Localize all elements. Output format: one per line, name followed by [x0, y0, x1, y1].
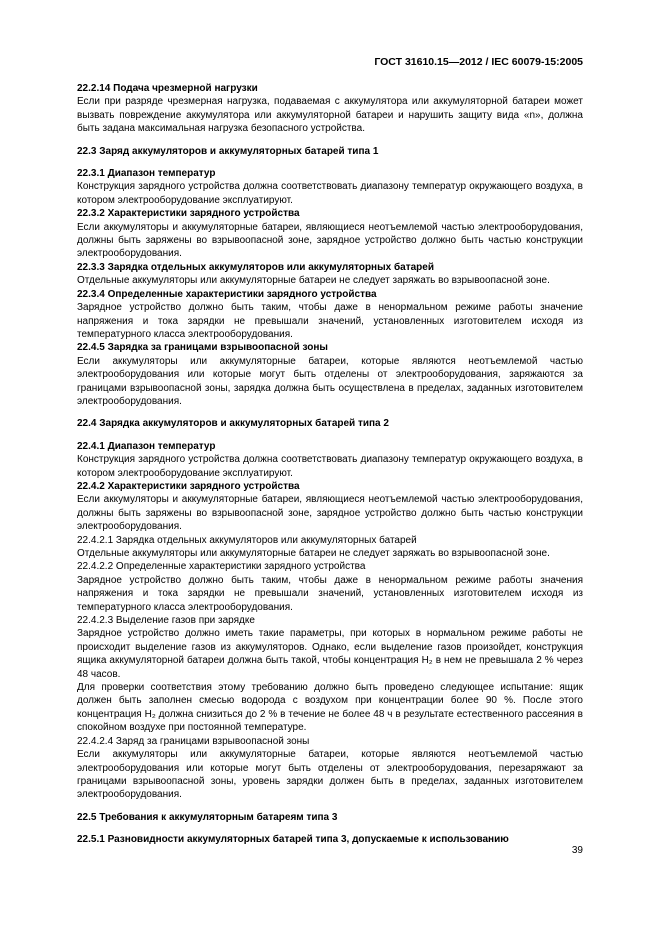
clause-heading: 22.4.5 Зарядка за границами взрывоопасной зоны: [77, 342, 328, 354]
clause-heading: 22.3.1 Диапазон температур: [77, 168, 216, 180]
paragraph: Отдельные аккумуляторы или аккумуляторные батареи не следует заряжать во взрывоопасной зоне.: [77, 548, 550, 559]
clause-heading: 22.3.2 Характеристики зарядного устройства: [77, 208, 300, 220]
paragraph: Конструкция зарядного устройства должна соответствовать диапазону температур окружающего воздуха, в котором электрооборудование эксплуатируют.: [77, 181, 583, 206]
paragraph: Зарядное устройство должно быть таким, чтобы даже в ненормальном режиме работы значение напряжения и тока зарядки не превышали значений, установленных изготовителем исходя из температурного класса электрооборудования.: [77, 302, 583, 340]
subclause-heading: 22.4.2.3 Выделение газов при зарядке: [77, 615, 255, 627]
subclause-heading: 22.4.2.2 Определенные характеристики зарядного устройства: [77, 561, 366, 573]
clause-heading: 22.5.1 Разновидности аккумуляторных батарей типа 3, допускаемые к использованию: [77, 834, 509, 846]
paragraph: Если при разряде чрезмерная нагрузка, подаваемая с аккумулятора или аккумуляторной батареи может вызвать повреждение аккумулятора или аккумуляторной батареи и нарушить защиту вида «n», должна быть задана максимальная нагрузка безопасного устройства.: [77, 96, 583, 135]
subclause-heading: 22.4.2.1 Зарядка отдельных аккумуляторов или аккумуляторных батарей: [77, 534, 417, 546]
section-heading: 22.3 Заряд аккумуляторов и аккумуляторных батарей типа 1: [77, 145, 379, 157]
clause-heading: 22.4.1 Диапазон температур: [77, 440, 216, 452]
subclause-heading: 22.4.2.4 Заряд за границами взрывоопасной зоны: [77, 735, 310, 747]
paragraph: Если аккумуляторы или аккумуляторные батареи, которые являются неотъемлемой частью электрооборудования или которые могут быть отделены от электрооборудования, заряжаются за границами взрывоопасной зоны, зарядка должна быть осуществлена в пределах, заданных изготовителем электрооборудования.: [77, 355, 583, 407]
section-heading: 22.5 Требования к аккумуляторным батареям типа 3: [77, 811, 338, 823]
clause-heading: 22.3.3 Зарядка отдельных аккумуляторов или аккумуляторных батарей: [77, 261, 434, 273]
paragraph: Отдельные аккумуляторы или аккумуляторные батареи не следует заряжать во взрывоопасной зоне.: [77, 275, 550, 287]
paragraph: Если аккумуляторы или аккумуляторные батареи, которые являются неотъемлемой частью электрооборудования или которые могут быть отделены от электрооборудования, перезаряжают за границами взрывоопасной зоны, уровень зарядки должен быть в пределах, заданных изготовителем электрооборудования.: [77, 749, 583, 801]
paragraph: Если аккумуляторы и аккумуляторные батареи, являющиеся неотъемлемой частью электрооборудования, должны быть заряжены во взрывоопасной зоне, зарядное устройство должно быть частью конструкции электрооборудования.: [77, 494, 583, 533]
document-body: [77, 82, 583, 847]
page-number: 39: [571, 845, 583, 856]
standard-header: ГОСТ 31610.15—2012 / IEC 60079-15:2005: [374, 56, 583, 68]
clause-heading: 22.3.4 Определенные характеристики зарядного устройства: [77, 288, 377, 300]
clause-heading: 22.2.14 Подача чрезмерной нагрузки: [77, 83, 258, 94]
paragraph: Зарядное устройство должно быть таким, чтобы даже в ненормальном режиме работы значения напряжения и тока зарядки не превышали значений, установленных изготовителем исходя из температурного класса электрооборудования.: [77, 574, 583, 613]
paragraph: Если аккумуляторы и аккумуляторные батареи, являющиеся неотъемлемой частью электрооборудования, должны быть заряжены во взрывоопасной зоне, зарядное устройство должно быть частью конструкции электрооборудования.: [77, 221, 583, 260]
paragraph: Для проверки соответствия этому требованию должно быть проведено следующее испытание: ящик должен быть заполнен смесью водорода с воздухом при концентрации более 90 %. После этого концентрация H₂ должна снизиться до 2 % в течение не более 48 ч в результате естественного рассеяния в спокойном воздухе при постоянной температуре.: [77, 682, 583, 734]
paragraph: Конструкция зарядного устройства должна соответствовать диапазону температур окружающего воздуха, в котором электрооборудование эксплуатируют.: [77, 454, 583, 479]
clause-heading: 22.4.2 Характеристики зарядного устройства: [77, 480, 300, 492]
section-heading: 22.4 Зарядка аккумуляторов и аккумуляторных батарей типа 2: [77, 418, 389, 430]
paragraph: Зарядное устройство должно иметь такие параметры, при которых в нормальном режиме работы не происходит выделение газов из аккумуляторов. Однако, если выделение газов произойдет, конструкция ящика аккумуляторной батареи должна быть такой, чтобы концентрация H₂ в нем не превышала 2 % через 48 часов.: [77, 628, 583, 680]
